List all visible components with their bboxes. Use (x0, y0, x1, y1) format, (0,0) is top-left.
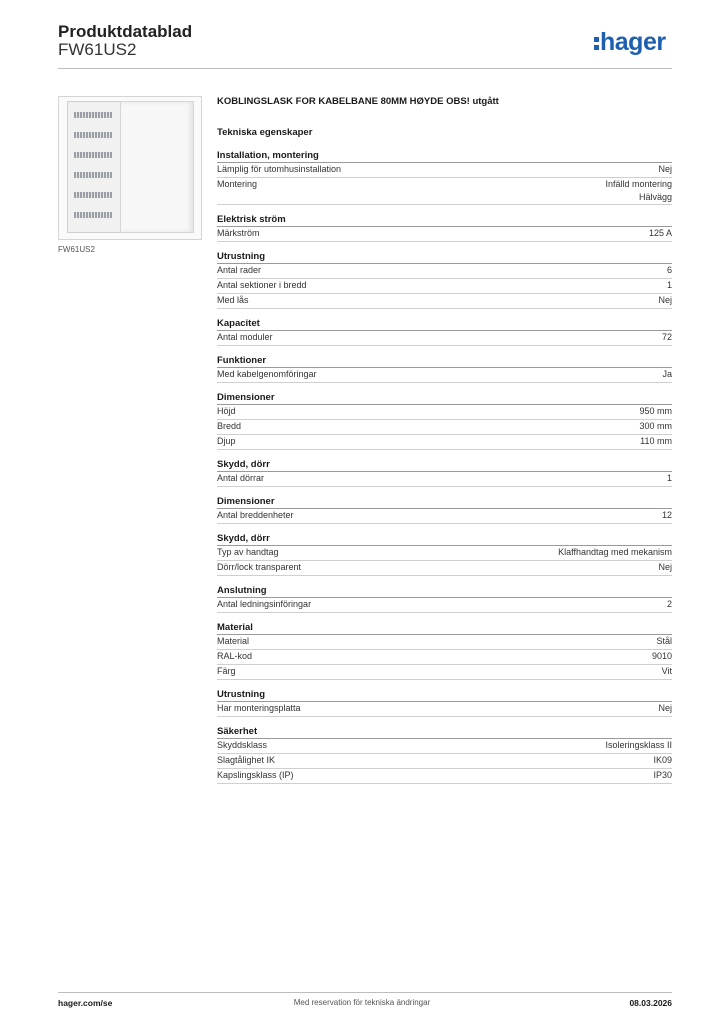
spec-section (217, 621, 672, 680)
spec-value (639, 420, 672, 434)
spec-row (217, 264, 672, 279)
spec-label: Antal sektioner i bredd (217, 280, 307, 290)
spec-value-line: 9010 (651, 651, 672, 661)
spec-value-line: 300 mm (639, 421, 672, 431)
section-heading: Material (217, 621, 672, 635)
section-heading: Dimensioner (217, 391, 672, 405)
spec-label: Slagtålighet IK (217, 755, 276, 765)
spec-section (217, 391, 672, 450)
section-heading: Skydd, dörr (217, 458, 672, 472)
spec-value-line: Vit (661, 666, 672, 676)
spec-label: Färg (217, 666, 236, 676)
spec-label: Lämplig för utomhusinstallation (217, 164, 342, 174)
spec-label: Bredd (217, 421, 242, 431)
spec-value-line: IK09 (653, 755, 672, 765)
spec-value-line: Klaffhandtag med mekanism (558, 547, 672, 557)
spec-value-line: Infälld montering (605, 179, 672, 189)
logo-text: hager (600, 28, 666, 56)
spec-content (217, 96, 672, 784)
spec-value-line: Nej (658, 703, 672, 713)
spec-row (217, 435, 672, 450)
section-heading: Säkerhet (217, 725, 672, 739)
spec-value (605, 739, 672, 753)
image-caption: FW61US2 (58, 245, 95, 254)
footer-note: Med reservation för tekniska ändringar (293, 998, 431, 1007)
spec-row (217, 561, 672, 576)
spec-label: Antal dörrar (217, 473, 265, 483)
spec-value (639, 405, 672, 419)
spec-value (667, 279, 672, 293)
spec-label: Med kabelgenomföringar (217, 369, 317, 379)
spec-row (217, 509, 672, 524)
spec-sections (217, 149, 672, 784)
spec-section (217, 458, 672, 487)
spec-value (653, 769, 672, 783)
spec-value-line: Nej (658, 295, 672, 305)
spec-row (217, 420, 672, 435)
spec-value-line: Stål (656, 636, 672, 646)
section-heading: Skydd, dörr (217, 532, 672, 546)
spec-value (667, 264, 672, 278)
section-heading: Dimensioner (217, 495, 672, 509)
spec-value (658, 702, 672, 716)
spec-label: Typ av handtag (217, 547, 279, 557)
spec-value-line: Nej (658, 562, 672, 572)
spec-value (640, 435, 672, 449)
spec-label: Märkström (217, 228, 260, 238)
spec-value (662, 331, 672, 345)
spec-label: Har monteringsplatta (217, 703, 301, 713)
header-divider (58, 68, 672, 69)
spec-value-line: 1 (666, 473, 672, 483)
section-heading: Anslutning (217, 584, 672, 598)
spec-label: Montering (217, 179, 258, 189)
section-heading: Elektrisk ström (217, 213, 672, 227)
spec-value-line: 1 (666, 280, 672, 290)
spec-row (217, 769, 672, 784)
page-title: Produktdatablad (58, 22, 193, 41)
spec-row (217, 368, 672, 383)
product-image (58, 96, 202, 240)
spec-label: Dörr/lock transparent (217, 562, 302, 572)
section-heading: Installation, montering (217, 149, 672, 163)
spec-value-line: Hälvägg (638, 192, 672, 202)
spec-section (217, 250, 672, 309)
spec-value-line: 110 mm (640, 436, 672, 446)
spec-value (658, 294, 672, 308)
spec-row (217, 650, 672, 665)
product-description: KOBLINGSLASK FOR KABELBANE 80MM HØYDE OBS! utgått (217, 96, 499, 107)
footer-website[interactable]: hager.com/se (58, 998, 113, 1008)
spec-value (558, 546, 672, 560)
spec-value-line: 72 (661, 332, 672, 342)
spec-row (217, 635, 672, 650)
cabinet-body (67, 101, 121, 233)
spec-row (217, 294, 672, 309)
spec-row (217, 739, 672, 754)
spec-value (605, 178, 672, 204)
spec-value-line: 6 (666, 265, 672, 275)
spec-value-line: Nej (658, 164, 672, 174)
spec-row (217, 754, 672, 769)
section-heading: Utrustning (217, 688, 672, 702)
spec-label: Antal breddenheter (217, 510, 294, 520)
spec-value-line: Ja (662, 369, 672, 379)
spec-label: Skyddsklass (217, 740, 268, 750)
spec-row (217, 405, 672, 420)
spec-section (217, 725, 672, 784)
spec-label: Med lås (217, 295, 249, 305)
spec-label: Antal moduler (217, 332, 273, 342)
spec-section (217, 149, 672, 205)
spec-section (217, 213, 672, 242)
spec-value-line: Isoleringsklass II (605, 740, 672, 750)
spec-label: Höjd (217, 406, 236, 416)
properties-title: Tekniska egenskaper (217, 127, 313, 138)
spec-row (217, 546, 672, 561)
section-heading: Kapacitet (217, 317, 672, 331)
spec-value (658, 561, 672, 575)
spec-section (217, 317, 672, 346)
spec-value (662, 665, 672, 679)
spec-section (217, 584, 672, 613)
hager-logo (594, 28, 666, 57)
spec-row (217, 163, 672, 178)
spec-label: Material (217, 636, 250, 646)
spec-section (217, 532, 672, 576)
spec-value (658, 163, 672, 177)
spec-row (217, 665, 672, 680)
spec-value (649, 227, 672, 241)
footer-divider (58, 992, 672, 993)
spec-row (217, 598, 672, 613)
footer-date: 08.03.2026 (629, 998, 672, 1008)
logo-colon-icon (594, 35, 599, 51)
spec-value-line: 12 (661, 510, 672, 520)
spec-value (667, 472, 672, 486)
spec-row (217, 472, 672, 487)
spec-value-line: IP30 (653, 770, 672, 780)
spec-value (667, 598, 672, 612)
spec-section (217, 688, 672, 717)
cabinet-door (120, 101, 194, 233)
spec-row (217, 227, 672, 242)
spec-row (217, 702, 672, 717)
spec-label: Djup (217, 436, 236, 446)
spec-value-line: 125 A (648, 228, 672, 238)
spec-section (217, 354, 672, 383)
spec-value (662, 368, 672, 382)
spec-row (217, 279, 672, 294)
section-heading: Utrustning (217, 250, 672, 264)
spec-label: Antal ledningsinföringar (217, 599, 312, 609)
spec-label: RAL-kod (217, 651, 253, 661)
section-heading: Funktioner (217, 354, 672, 368)
spec-value (652, 650, 672, 664)
spec-value (662, 509, 672, 523)
spec-label: Antal rader (217, 265, 262, 275)
product-code: FW61US2 (58, 40, 137, 59)
spec-value (656, 635, 672, 649)
spec-label: Kapslingsklass (IP) (217, 770, 294, 780)
spec-value (653, 754, 672, 768)
spec-section (217, 495, 672, 524)
spec-value-line: 950 mm (639, 406, 672, 416)
spec-row (217, 178, 672, 205)
spec-value-line: 2 (666, 599, 672, 609)
spec-row (217, 331, 672, 346)
